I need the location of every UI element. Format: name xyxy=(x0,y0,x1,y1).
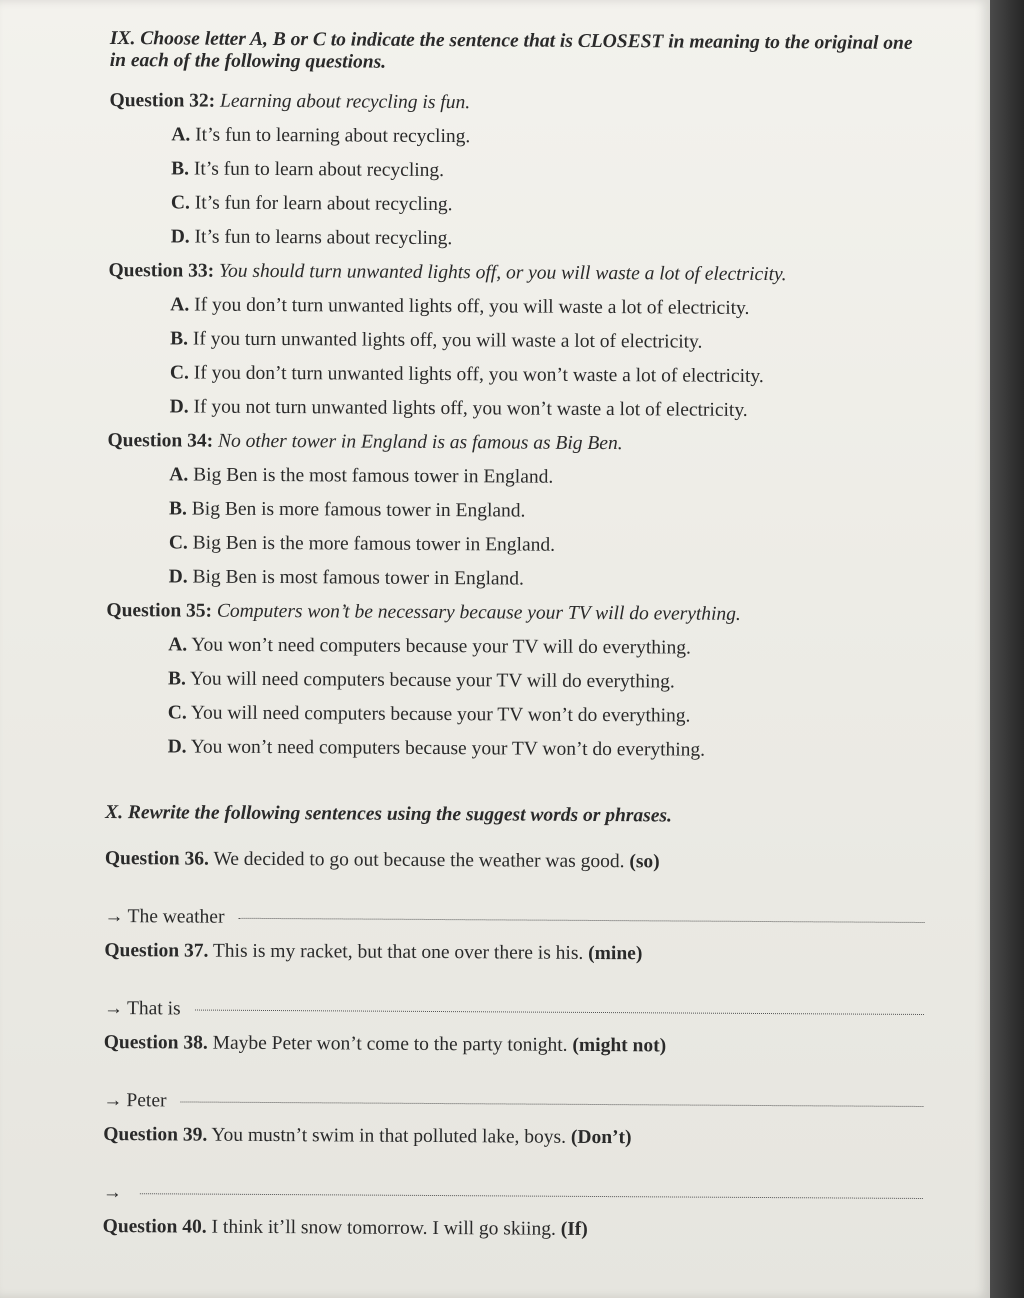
question-label: Question 32: xyxy=(109,89,216,112)
option-letter: C. xyxy=(170,192,190,214)
question-keyword: (might not) xyxy=(572,1034,667,1057)
option-text: If you don’t turn unwanted lights off, you won’t waste a lot of electricity. xyxy=(193,362,764,388)
question-keyword: (If) xyxy=(560,1218,588,1240)
question-sentence: This is my racket, but that one over there is his. xyxy=(212,940,584,964)
arrow-icon: → xyxy=(103,997,124,1020)
section-ix-title: IX. Choose letter A, B or C to indicate the sentence that is CLOSEST in meaning to the original one in each of the following questions. xyxy=(109,28,913,73)
rewrite-question xyxy=(104,1020,924,1071)
question-sentence: We decided to go out because the weather was good. xyxy=(213,848,625,873)
option-letter: C. xyxy=(167,702,187,724)
option-letter: B. xyxy=(168,498,188,520)
answer-option[interactable] xyxy=(107,560,927,599)
option-letter: C. xyxy=(169,362,189,384)
answer-option[interactable] xyxy=(106,662,926,701)
rewrite-question xyxy=(105,836,925,887)
question-sentence: Computers won’t be necessary because your TV will do everything. xyxy=(216,600,741,625)
question-sentence: You should turn unwanted lights off, or you will waste a lot of electricity. xyxy=(218,260,787,286)
answer-option[interactable] xyxy=(106,628,926,667)
option-letter: A. xyxy=(168,634,188,656)
option-text: It’s fun to learns about recycling. xyxy=(194,226,453,250)
option-letter: D. xyxy=(169,396,189,418)
question-sentence: Maybe Peter won’t come to the party tonight. xyxy=(212,1032,568,1056)
answer-option[interactable] xyxy=(108,288,928,327)
question-sentence: You mustn’t swim in that polluted lake, boys. xyxy=(211,1124,567,1148)
option-letter: A. xyxy=(169,464,189,486)
option-text: It’s fun to learn about recycling. xyxy=(193,158,445,182)
option-text: You won’t need computers because your TV won’t do everything. xyxy=(190,736,706,761)
answer-line[interactable] xyxy=(103,1158,923,1209)
option-text: Big Ben is the more famous tower in England. xyxy=(192,532,556,556)
question-label: Question 33: xyxy=(108,259,215,282)
option-text: If you don’t turn unwanted lights off, you will waste a lot of electricity. xyxy=(194,294,750,319)
answer-prefix: That is xyxy=(126,998,181,1020)
question-sentence: No other tower in England is as famous as Big Ben. xyxy=(217,430,623,455)
answer-line[interactable] xyxy=(105,882,925,933)
answer-prefix: Peter xyxy=(126,1090,167,1112)
option-letter: B. xyxy=(167,668,186,690)
answer-option[interactable] xyxy=(107,492,927,531)
question-label: Question 37. xyxy=(104,939,209,962)
mc-question xyxy=(107,424,928,599)
question-label: Question 34: xyxy=(107,429,214,452)
option-letter: A. xyxy=(171,124,191,146)
mc-question xyxy=(106,594,927,769)
option-text: Big Ben is the most famous tower in England. xyxy=(193,464,554,488)
question-prompt xyxy=(108,254,928,293)
answer-option[interactable] xyxy=(109,118,929,157)
question-sentence: Learning about recycling is fun. xyxy=(220,90,471,114)
option-text: Big Ben is most famous tower in England. xyxy=(192,566,525,590)
option-letter: D. xyxy=(168,566,188,588)
answer-option[interactable] xyxy=(108,322,928,361)
option-text: You will need computers because your TV will do everything. xyxy=(190,668,675,693)
section-x-title: X. Rewrite the following sentences using the suggest words or phrases. xyxy=(105,801,672,827)
rewrite-question xyxy=(103,1112,923,1163)
answer-line[interactable] xyxy=(104,974,924,1025)
question-keyword: (mine) xyxy=(588,942,643,965)
answer-blank[interactable] xyxy=(195,1010,924,1015)
question-keyword: (so) xyxy=(629,851,660,873)
question-label: Question 35: xyxy=(106,599,213,622)
page-edge-shadow xyxy=(990,0,1024,1298)
arrow-icon: → xyxy=(102,1181,122,1204)
question-label: Question 38. xyxy=(103,1031,208,1054)
option-text: If you not turn unwanted lights off, you won’t waste a lot of electricity. xyxy=(193,396,748,421)
option-letter: B. xyxy=(170,328,189,350)
answer-blank[interactable] xyxy=(140,1193,923,1199)
question-label: Question 39. xyxy=(103,1123,208,1146)
rewrite-question xyxy=(103,1204,923,1255)
question-prompt xyxy=(109,84,929,123)
option-letter: B. xyxy=(171,158,190,180)
option-text: If you turn unwanted lights off, you will waste a lot of electricity. xyxy=(192,328,703,353)
option-letter: D. xyxy=(167,736,187,758)
question-keyword: (Don’t) xyxy=(570,1126,632,1149)
answer-option[interactable] xyxy=(109,186,929,225)
answer-option[interactable] xyxy=(107,458,927,497)
answer-blank[interactable] xyxy=(181,1101,924,1107)
option-text: You won’t need computers because your TV will do everything. xyxy=(191,634,691,659)
question-label: Question 40. xyxy=(102,1215,207,1238)
option-letter: C. xyxy=(168,532,188,554)
option-letter: D. xyxy=(170,226,190,248)
answer-option[interactable] xyxy=(109,220,929,259)
answer-option[interactable] xyxy=(106,696,926,735)
section-x-questions xyxy=(103,836,926,1255)
option-text: It’s fun to learning about recycling. xyxy=(195,124,471,148)
rewrite-question xyxy=(104,928,924,979)
answer-option[interactable] xyxy=(109,152,929,191)
arrow-icon: → xyxy=(104,905,124,928)
answer-option[interactable] xyxy=(106,730,926,769)
answer-option[interactable] xyxy=(107,526,927,565)
mc-question xyxy=(108,254,929,429)
question-prompt xyxy=(106,594,926,633)
answer-blank[interactable] xyxy=(238,918,924,923)
answer-prefix: The weather xyxy=(127,906,225,928)
answer-option[interactable] xyxy=(108,356,928,395)
question-label: Question 36. xyxy=(104,847,210,870)
option-text: It’s fun for learn about recycling. xyxy=(194,192,453,216)
option-text: Big Ben is more famous tower in England. xyxy=(191,498,526,522)
arrow-icon: → xyxy=(103,1089,123,1112)
answer-option[interactable] xyxy=(108,390,928,429)
option-text: You will need computers because your TV won’t do everything. xyxy=(190,702,691,727)
section-ix-questions xyxy=(106,84,930,769)
option-letter: A. xyxy=(170,294,190,316)
section-x xyxy=(103,802,926,1255)
worksheet-content xyxy=(103,28,930,1255)
question-prompt xyxy=(107,424,927,463)
mc-question xyxy=(109,84,930,259)
question-sentence: I think it’ll snow tomorrow. I will go skiing. xyxy=(211,1216,556,1240)
answer-line[interactable] xyxy=(103,1066,923,1117)
